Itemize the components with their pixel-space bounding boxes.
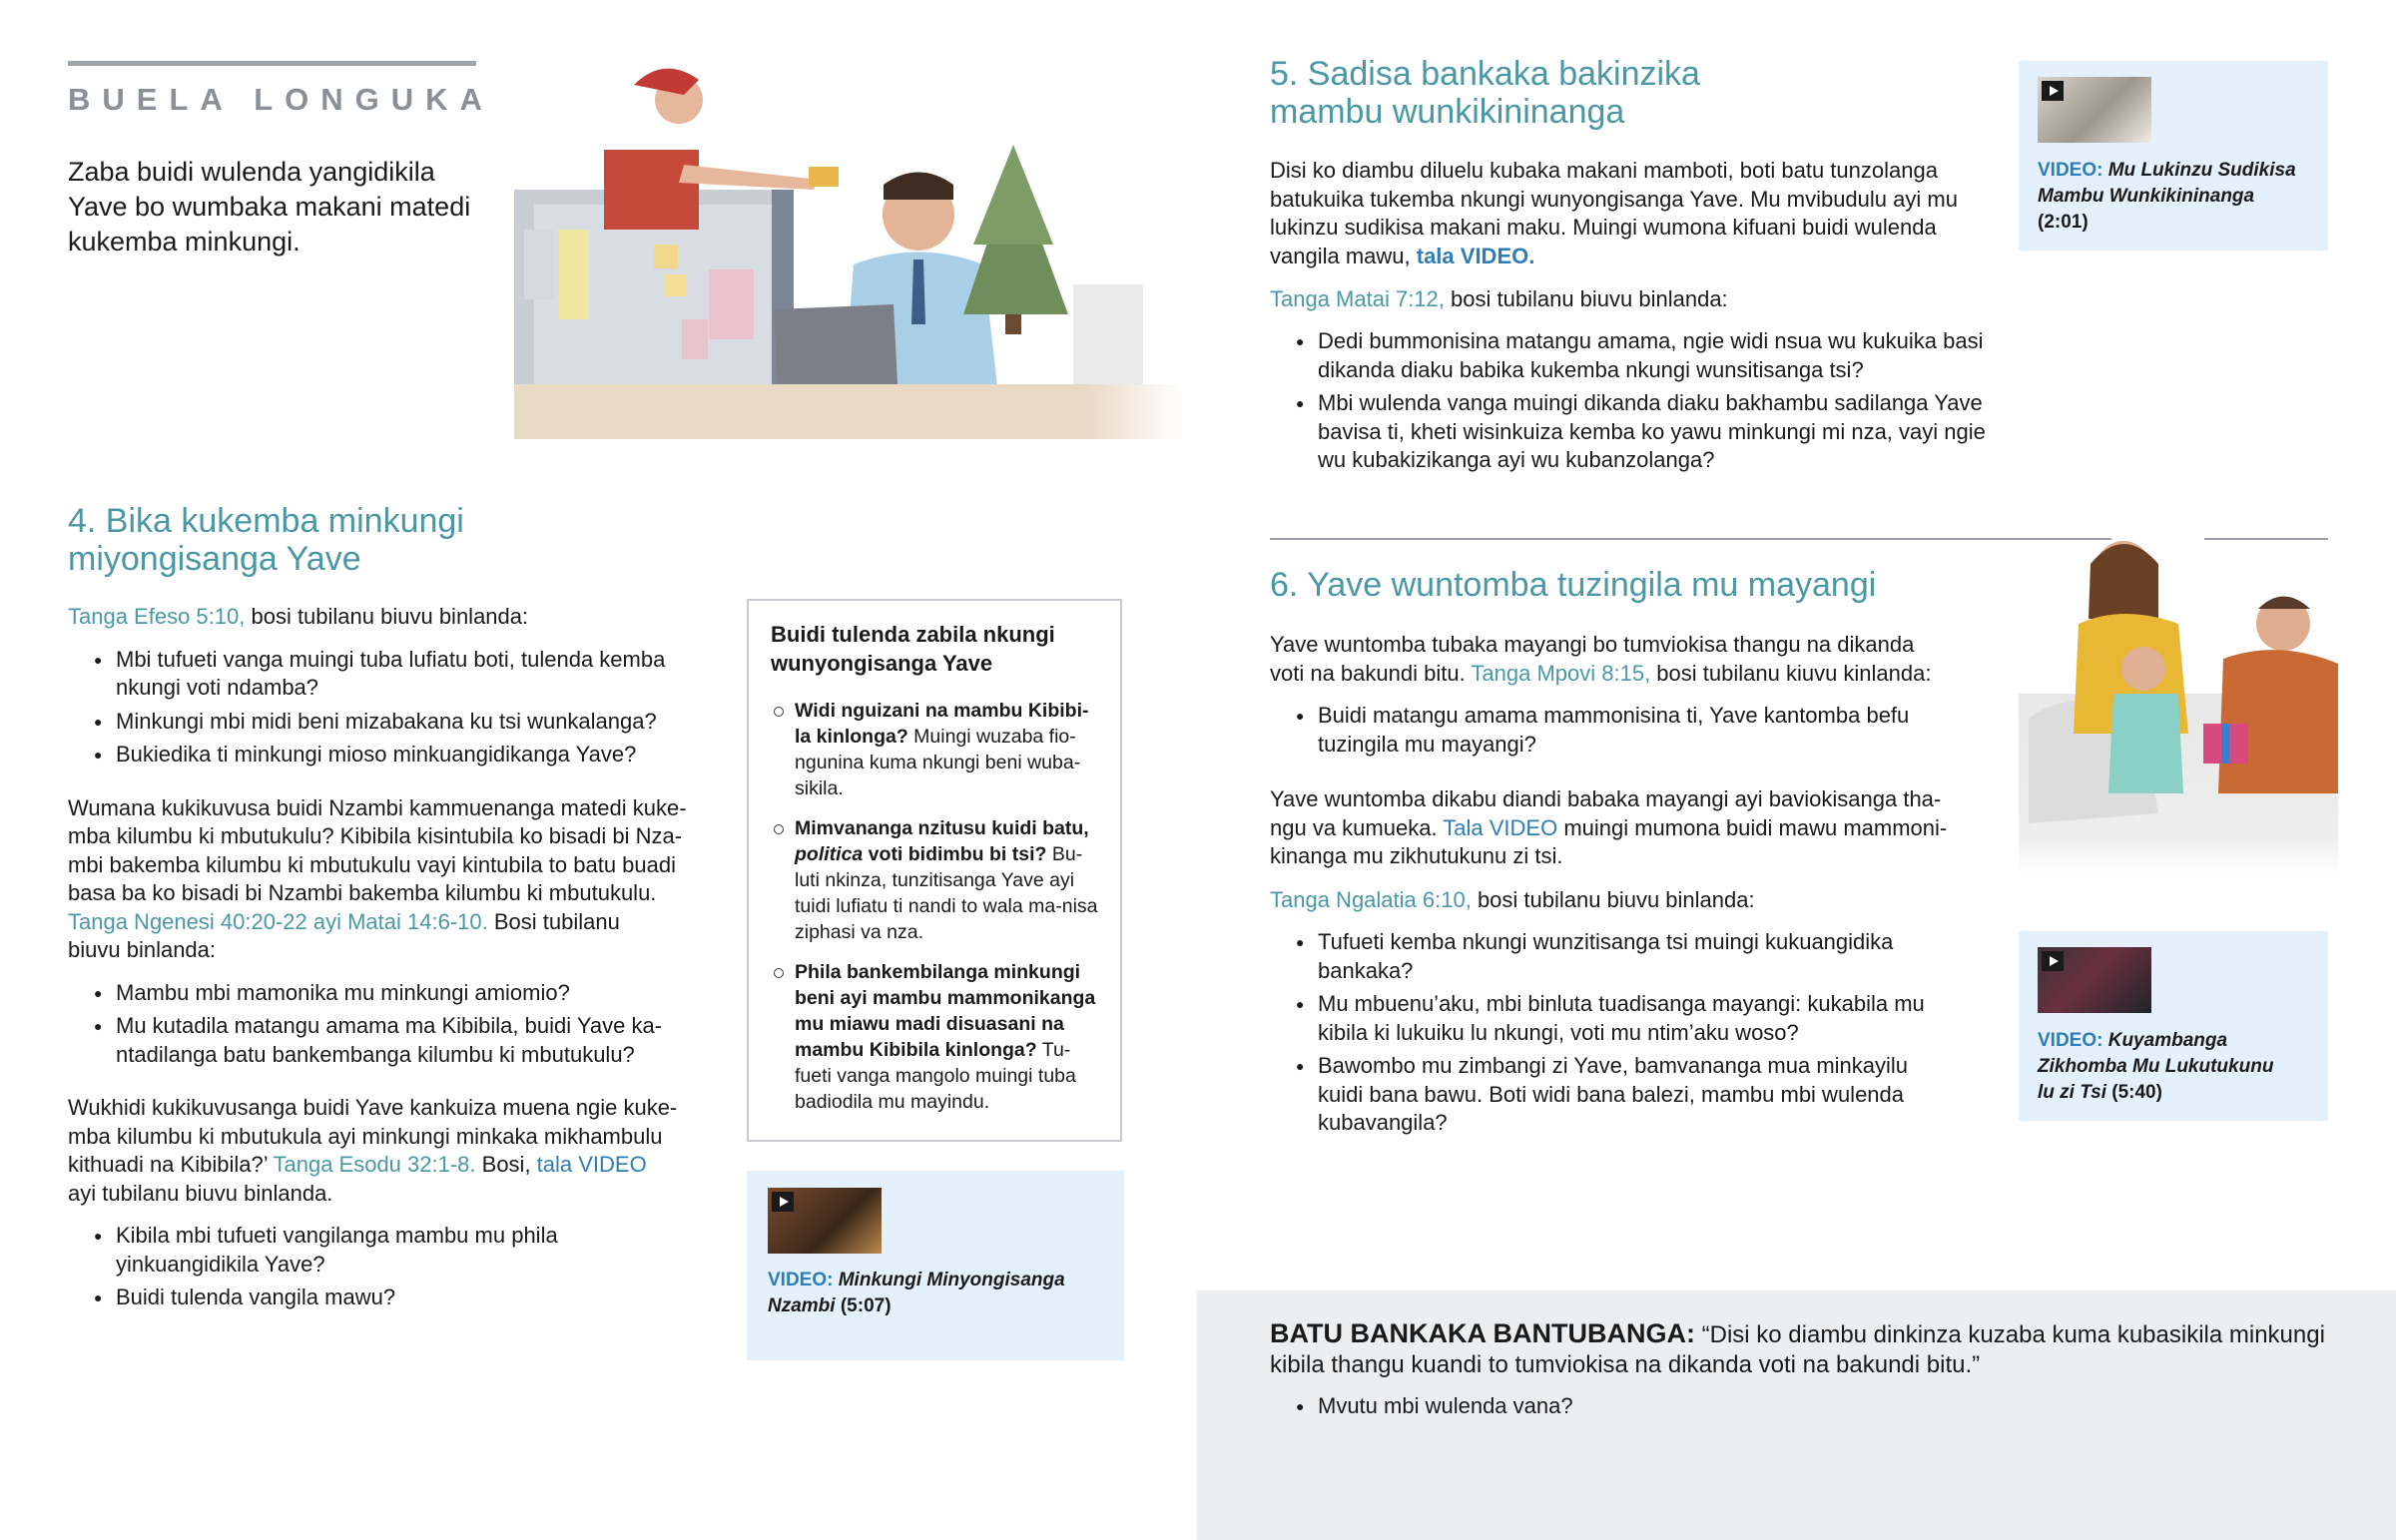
video-caption (768, 1268, 1097, 1319)
paragraph-line: Disi ko diambu diluelu kubaka makani mamboti, boti batu tunzolanga (1270, 158, 1938, 183)
paragraph-text: kithuadi na Kibibila?’ (68, 1152, 274, 1177)
list-item: ● Mvutu mbi wulenda vana? (1270, 1392, 1969, 1421)
intro-text: Zaba buidi wulenda yangidikila Yave bo wumbaka makani matedi kukemba minkungi. (68, 157, 471, 257)
paragraph-line: mba kilumbu ki mbutukula ayi minkungi minkaka mikhambulu (68, 1123, 663, 1149)
paragraph-text: ngu va kumueka. (1270, 814, 1444, 840)
section-4-heading-line1: 4. Bika kukemba minkungi (68, 502, 464, 540)
paragraph-text: Bosi tubilanu (487, 908, 620, 934)
play-icon (772, 1192, 794, 1212)
criteria-italic: politica (795, 843, 864, 865)
summary-questions (1270, 1392, 1969, 1426)
section-5-questions (1270, 327, 1989, 480)
list-item: ● Bukiedika ti minkungi mioso minkuangidikanga Yave? (68, 741, 687, 770)
paragraph-line: Wumana kukikuvusa buidi Nzambi kammuenanga matedi kuke- (68, 794, 687, 820)
criteria-text: Tu-fueti vanga mangolo muingi tuba badiodila mu mayindu. (795, 1039, 1076, 1113)
birthday-paragraph (68, 794, 727, 965)
nkungi-criteria-box (747, 599, 1122, 1142)
paragraph-line: biuvu binlanda: (68, 937, 217, 962)
summary-statement (1270, 1318, 2325, 1380)
summary-quote: “Disi ko diambu dinkinza kuzaba kuma kubasikila minkungi (1694, 1321, 2325, 1348)
video-label: VIDEO: (768, 1270, 834, 1290)
criteria-question: Phila bankembilanga minkungi beni ayi mambu mammonikanga mu miawu madi disuasani na mambu Kibibila kinlonga? (795, 961, 1096, 1061)
video-title: Mambu Wunkikininanga (2038, 186, 2255, 207)
section-6-heading (1270, 566, 2069, 604)
play-icon (2042, 81, 2064, 101)
family-gift-illustration (2019, 524, 2338, 873)
criteria-question: Widi nguizani na mambu Kibibi-la kinlonga? (795, 700, 1089, 748)
section-6-questions-2 (1270, 928, 1959, 1143)
video-title: Zikhomba Mu Lukutukunu (2038, 1056, 2274, 1077)
video-thumbnail[interactable] (768, 1188, 882, 1254)
section-4-heading (68, 502, 567, 578)
summary-quote: kibila thangu kuandi to tumviokisa na dikanda voti na bakundi bitu.” (1270, 1351, 1981, 1378)
video-caption (2038, 1028, 2322, 1106)
play-icon (2042, 951, 2064, 971)
video-duration: (5:40) (2105, 1082, 2162, 1103)
box-criteria-list (771, 698, 1104, 1129)
efeso-link[interactable]: Tanga Efeso 5:10, (68, 604, 246, 629)
section-title: BUELA LONGUKA (68, 82, 494, 117)
section-6-paragraph-1 (1270, 631, 1931, 688)
video-duration: (5:07) (835, 1295, 892, 1316)
list-item: ● Dedi bummonisina matangu amama, ngie widi nsua wu kukuika basi dikanda diaku babika kukemba nkungi wunsitisanga tsi? (1270, 327, 1989, 384)
section-6-heading-text: 6. Yave wuntomba tuzingila mu mayangi (1270, 566, 1877, 604)
video-title: Nzambi (768, 1295, 836, 1316)
list-item: ● Kibila mbi tufueti vangilanga mambu mu phila yinkuangidikila Yave? (68, 1222, 627, 1279)
ngalatia-link[interactable]: Tanga Ngalatia 6:10, (1270, 887, 1472, 912)
list-item: ● Tufueti kemba nkungi wunzitisanga tsi muingi kukuangidika bankaka? (1270, 928, 1959, 985)
section-6-paragraph-2 (1270, 785, 1947, 871)
list-item: ● Bawombo mu zimbangi zi Yave, bamvananga mua minkayilu kuidi bana bawu. Boti widi bana balezi, mambu mbi wulenda kubavangila? (1270, 1052, 1959, 1138)
video-caption (2038, 158, 2317, 236)
box-title (771, 620, 1055, 678)
section-title-rule (68, 61, 476, 66)
section-4-heading-line2: miyongisanga Yave (68, 540, 361, 578)
paragraph-line: Yave wuntomba tubaka mayangi bo tumviokisa thangu na dikanda (1270, 632, 1915, 657)
list-item (771, 698, 1104, 801)
section-4-questions-3 (68, 1222, 627, 1312)
list-item: ● Buidi tulenda vangila mawu? (68, 1283, 627, 1312)
office-gift-illustration (514, 55, 1183, 444)
list-item (771, 815, 1104, 945)
paragraph-line: Wukhidi kukikuvusanga buidi Yave kankuiza muena ngie kuke- (68, 1095, 678, 1120)
section-6-questions-1 (1270, 702, 1969, 764)
video-thumbnail[interactable] (2038, 77, 2151, 143)
section-4-questions-2 (68, 979, 687, 1070)
section-4-questions-1 (68, 646, 687, 770)
paragraph-line: mbi bakemba kilumbu ki mbutukulu vayi kintubila to batu buadi (68, 851, 676, 877)
paragraph-line: kinanga mu zikhutukunu zi tsi. (1270, 843, 1563, 868)
matai-reading (1270, 285, 1728, 314)
paragraph-line: Yave wuntomba dikabu diandi babaka mayangi ayi baviokisanga tha- (1270, 786, 1942, 811)
summary-panel (1197, 1290, 2396, 1540)
list-item: ● Mambu mbi mamonika mu minkungi amiomio? (68, 979, 687, 1008)
paragraph-line: basa ba ko bisadi bi Nzambi bakemba kilumbu ki mbutukulu. (68, 880, 657, 905)
paragraph-line: batukuika tukemba nkungi wunyongisanga Yave. Mu mvibudulu ayi mu (1270, 186, 1958, 212)
criteria-question: voti bidimbu bi tsi? (863, 843, 1047, 865)
criteria-text: Muingi wuzaba fio-ngunina kuma nkungi beni wuba-sikila. (795, 726, 1081, 799)
paragraph-text: vangila mawu, (1270, 243, 1417, 268)
celebration-paragraph (68, 1094, 727, 1208)
paragraph-line: ayi tubilanu biuvu binlanda. (68, 1180, 333, 1206)
box-title-line1: Buidi tulenda zabila nkungi (771, 622, 1055, 647)
tala-video-link[interactable]: tala VIDEO. (1416, 243, 1535, 268)
section-divider (1270, 538, 2111, 540)
criteria-text: Bu-luti nkinza, tunzitisanga Yave ayi tuidi lufiatu ti nandi to wala ma-nisa ziphasi va nza. (795, 843, 1098, 943)
tala-video-link[interactable]: Tala VIDEO (1443, 814, 1558, 840)
paragraph-line: lukinzu sudikisa makani maku. Muingi wumona kifuani buidi wulenda (1270, 215, 1937, 240)
efeso-instruction: bosi tubilanu biuvu binlanda: (245, 604, 529, 629)
paragraph-line: mba kilumbu ki mbutukulu? Kibibila kisintubila ko bisadi bi Nza- (68, 823, 683, 848)
list-item: ● Mbi wulenda vanga muingi dikanda diaku bakhambu sadilanga Yave bavisa ti, kheti wisinkuiza kemba ko yawu minkungi mi nza, vayi ngie wu kubakizikanga ayi wu kubanzolanga? (1270, 389, 1989, 475)
paragraph-text: voti na bakundi bitu. (1270, 660, 1472, 686)
paragraph-text: bosi tubilanu kiuvu kinlanda: (1650, 660, 1932, 686)
video-card-kuyambanga[interactable] (2019, 931, 2328, 1121)
list-item: ● Mu mbuenu’aku, mbi binluta tuadisanga mayangi: kukabila mu kibila ki lukuiku lu nkungi, voti mu ntim’aku woso? (1270, 990, 1959, 1047)
paragraph-text: Bosi, (475, 1152, 537, 1177)
video-thumbnail[interactable] (2038, 947, 2151, 1013)
mpovi-link[interactable]: Tanga Mpovi 8:15, (1471, 660, 1651, 686)
list-item (771, 959, 1104, 1115)
video-title: Kuyambanga (2107, 1030, 2228, 1051)
matai-instruction: bosi tubilanu biuvu binlanda: (1444, 286, 1728, 311)
paragraph-text: muingi mumona buidi mawu mammoni- (1557, 814, 1948, 840)
section-5-heading (1270, 55, 1969, 131)
video-title: Minkungi Minyongisanga (838, 1270, 1065, 1290)
list-item: ● Mu kutadila matangu amama ma Kibibila, buidi Yave ka-ntadilanga batu bankembanga kilumbu ki mbutukulu? (68, 1012, 687, 1069)
video-title: Mu Lukinzu Sudikisa (2107, 160, 2296, 181)
ngenesi-matai-link[interactable]: Tanga Ngenesi 40:20-22 ayi Matai 14:6-10. (68, 908, 488, 934)
list-item: ● Buidi matangu amama mammonisina ti, Yave kantomba befu tuzingila mu mayangi? (1270, 702, 1969, 759)
esodu-link[interactable]: Tanga Esodu 32:1-8. (273, 1152, 476, 1177)
list-item: ● Minkungi mbi midi beni mizabakana ku tsi wunkalanga? (68, 708, 687, 737)
video-label: VIDEO: (2038, 160, 2103, 181)
video-card-minkungi[interactable] (747, 1171, 1124, 1360)
matai-link[interactable]: Tanga Matai 7:12, (1270, 286, 1445, 311)
efeso-reading (68, 603, 727, 632)
section-4-body (68, 603, 727, 1317)
video-title: lu zi Tsi (2038, 1082, 2106, 1103)
criteria-question: Mimvananga nzitusu kuidi batu, (795, 817, 1089, 839)
section-5-paragraph (1270, 157, 1958, 270)
ngalatia-instruction: bosi tubilanu biuvu binlanda: (1471, 887, 1755, 912)
video-label: VIDEO: (2038, 1030, 2103, 1051)
section-5-heading-line1: 5. Sadisa bankaka bakinzika (1270, 55, 1700, 93)
list-item: ● Mbi tufueti vanga muingi tuba lufiatu boti, tulenda kemba nkungi voti ndamba? (68, 646, 687, 703)
video-duration: (2:01) (2038, 212, 2089, 233)
ngalatia-reading (1270, 886, 1755, 915)
video-card-lukinzu[interactable] (2019, 61, 2328, 251)
section-5-heading-line2: mambu wunkikininanga (1270, 93, 1625, 131)
box-title-line2: wunyongisanga Yave (771, 651, 993, 676)
tala-video-link[interactable]: tala VIDEO (536, 1152, 647, 1177)
summary-label: BATU BANKAKA BANTUBANGA: (1270, 1318, 1695, 1348)
